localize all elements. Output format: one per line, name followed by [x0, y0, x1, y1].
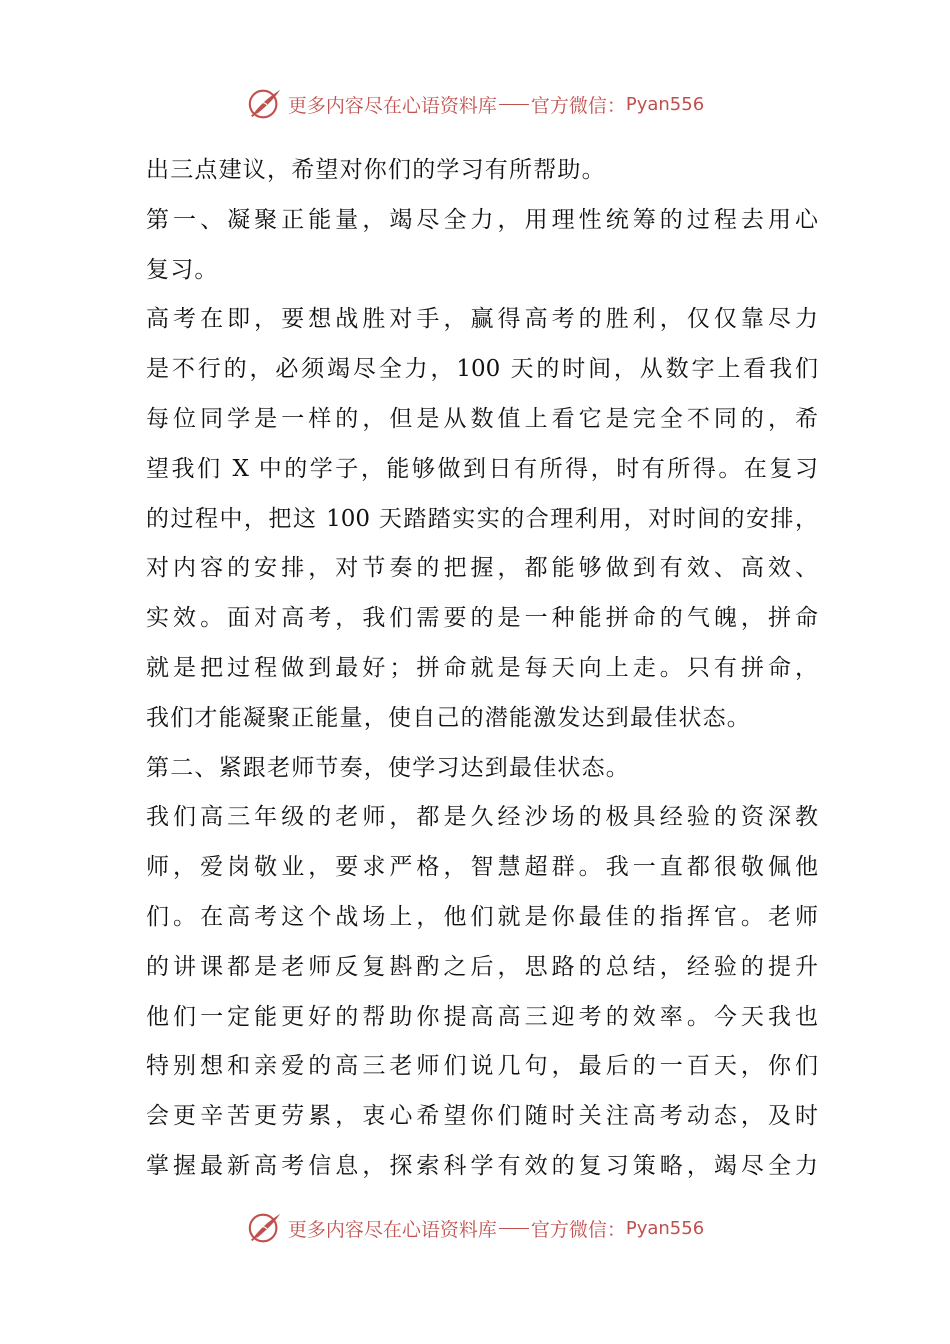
- quill-logo-icon: [246, 85, 284, 123]
- body-line: 对内容的安排，对节奏的把握，都能够做到有效、高效、: [146, 555, 818, 582]
- header-wechat-label: 官方微信：: [530, 94, 626, 117]
- document-body: [146, 146, 818, 1192]
- body-line: 的讲课都是老师反复斟酌之后，思路的总结，经验的提升: [146, 953, 818, 980]
- body-line: 每位同学是一样的，但是从数值上看它是完全不同的，希: [146, 405, 818, 432]
- body-line: 特别想和亲爱的高三老师们说几句，最后的一百天，你们: [146, 1053, 818, 1080]
- body-line: 第一、凝聚正能量，竭尽全力，用理性统筹的过程去用心: [146, 206, 818, 233]
- body-line: 们。在高考这个战场上，他们就是你最佳的指挥官。老师: [146, 903, 818, 930]
- body-line: 望我们 X 中的学子，能够做到日有所得，时有所得。在复习: [146, 455, 818, 482]
- body-line: 高考在即，要想战胜对手，赢得高考的胜利，仅仅靠尽力: [146, 306, 818, 333]
- header-brand-text: 更多内容尽在心语资料库: [287, 94, 497, 117]
- body-line: 我们高三年级的老师，都是久经沙场的极具经验的资深教: [146, 804, 818, 831]
- footer-dash: [499, 1228, 529, 1229]
- quill-logo-icon: [246, 1209, 284, 1247]
- footer-brand-text: 更多内容尽在心语资料库: [287, 1218, 497, 1241]
- body-line: 出三点建议，希望对你们的学习有所帮助。: [146, 157, 606, 183]
- footer-wechat-id: Pyan556: [625, 1217, 705, 1239]
- body-line: 他们一定能更好的帮助你提高高三迎考的效率。今天我也: [146, 1003, 818, 1030]
- body-line: 复习。: [146, 256, 219, 283]
- body-line: 掌握最新高考信息，探索科学有效的复习策略，竭尽全力: [146, 1152, 818, 1179]
- body-line: 就是把过程做到最好；拼命就是每天向上走。只有拼命，: [146, 654, 818, 681]
- footer-wechat-label: 官方微信：: [530, 1218, 626, 1241]
- header-dash: [499, 104, 529, 105]
- header-banner: [0, 82, 950, 126]
- body-line: 我们才能凝聚正能量，使自己的潜能激发达到最佳状态。: [146, 704, 751, 731]
- body-line: 的过程中，把这 100 天踏踏实实的合理利用，对时间的安排，: [146, 505, 818, 532]
- header-wechat-id: Pyan556: [625, 93, 705, 115]
- body-line: 第二、紧跟老师节奏，使学习达到最佳状态。: [146, 754, 630, 781]
- body-line: 实效。面对高考，我们需要的是一种能拼命的气魄，拼命: [146, 605, 818, 632]
- body-line: 会更辛苦更劳累，衷心希望你们随时关注高考动态，及时: [146, 1103, 818, 1130]
- body-line: 师，爱岗敬业，要求严格，智慧超群。我一直都很敬佩他: [146, 854, 818, 881]
- footer-banner: [0, 1206, 950, 1250]
- body-line: 是不行的，必须竭尽全力，100 天的时间，从数字上看我们: [146, 356, 818, 383]
